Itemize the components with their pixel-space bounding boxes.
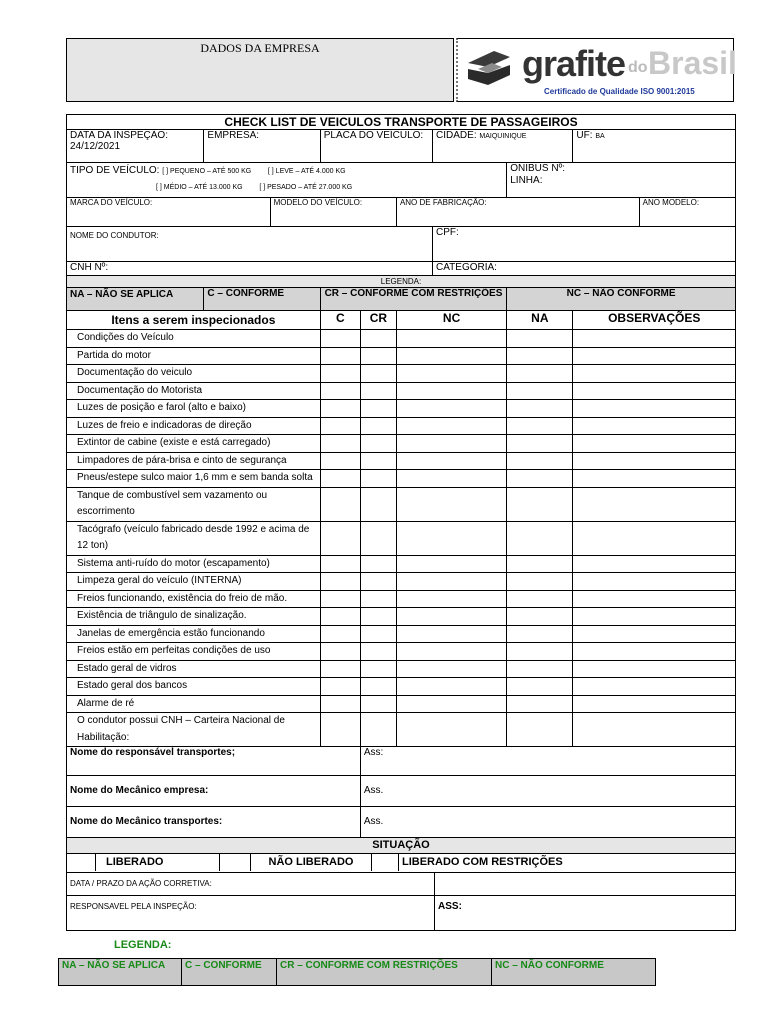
table-row <box>67 608 736 626</box>
plate-label: PLACA DO VEÍCULO: <box>323 130 424 141</box>
item-na-cell[interactable] <box>507 487 573 521</box>
table-row <box>67 660 736 678</box>
vehicle-type-label: TIPO DE VEÍCULO: <box>70 165 160 176</box>
item-c-cell[interactable] <box>320 678 360 696</box>
vehicle-brand-label: MARCA DO VEÍCULO: <box>70 198 153 207</box>
legend-nc: NC – NÃO CONFORME <box>507 288 736 311</box>
item-observation-cell[interactable] <box>573 573 736 591</box>
city-label: CIDADE: <box>436 130 477 141</box>
company-label: EMPRESA: <box>207 130 260 141</box>
item-observation-cell[interactable] <box>573 452 736 470</box>
item-label: Luzes de freio e indicadoras de direção <box>67 417 321 435</box>
item-nc-cell[interactable] <box>396 487 506 521</box>
item-c-cell[interactable] <box>320 417 360 435</box>
item-cr-cell[interactable] <box>360 487 396 521</box>
item-cr-cell[interactable] <box>360 660 396 678</box>
table-row <box>67 470 736 488</box>
manufacture-year-field[interactable] <box>396 198 639 227</box>
type-small-option[interactable]: [ ] PEQUENO – ATÉ 500 KG <box>162 168 252 175</box>
corrective-action-field[interactable] <box>67 873 435 896</box>
item-observation-cell[interactable] <box>573 555 736 573</box>
item-c-cell[interactable] <box>320 435 360 453</box>
item-label: Extintor de cabine (existe e está carregado) <box>67 435 321 453</box>
item-observation-cell[interactable] <box>573 435 736 453</box>
table-row <box>67 590 736 608</box>
item-c-cell[interactable] <box>320 470 360 488</box>
table-row <box>67 643 736 661</box>
item-na-cell[interactable] <box>507 713 573 747</box>
item-label: Alarme de ré <box>67 695 321 713</box>
inspection-responsible-field[interactable] <box>67 896 435 931</box>
item-observation-cell[interactable] <box>573 400 736 418</box>
item-c-cell[interactable] <box>320 695 360 713</box>
item-nc-cell[interactable] <box>396 713 506 747</box>
item-observation-cell[interactable] <box>573 521 736 555</box>
item-cr-cell[interactable] <box>360 470 396 488</box>
vehicle-model-label: MODELO DO VEÍCULO: <box>273 198 363 207</box>
item-observation-cell[interactable] <box>573 330 736 348</box>
item-label: Luzes de posição e farol (alto e baixo) <box>67 400 321 418</box>
col-observations: OBSERVAÇÕES <box>573 311 736 330</box>
driver-name-field[interactable] <box>67 227 433 262</box>
table-row <box>67 487 736 521</box>
company-logo <box>456 38 737 102</box>
item-nc-cell[interactable] <box>396 695 506 713</box>
signature-field-3[interactable] <box>360 807 735 838</box>
corrective-action-value[interactable] <box>435 873 736 896</box>
item-na-cell[interactable] <box>507 521 573 555</box>
table-row <box>67 382 736 400</box>
item-na-cell[interactable] <box>507 573 573 591</box>
item-observation-cell[interactable] <box>573 417 736 435</box>
plate-field[interactable] <box>320 130 432 163</box>
form-title: CHECK LIST DE VEICULOS TRANSPORTE DE PASSAGEIROS <box>67 115 736 130</box>
signature-label-3: Ass. <box>363 816 384 827</box>
col-cr: CR <box>360 311 396 330</box>
table-row <box>67 695 736 713</box>
item-cr-cell[interactable] <box>360 347 396 365</box>
item-observation-cell[interactable] <box>573 347 736 365</box>
table-row <box>67 365 736 383</box>
col-na: NA <box>507 311 573 330</box>
uf-field[interactable] <box>573 130 736 163</box>
table-row <box>67 521 736 555</box>
item-nc-cell[interactable] <box>396 417 506 435</box>
item-nc-cell[interactable] <box>396 452 506 470</box>
col-items: Itens a serem inspecionados <box>67 311 321 330</box>
city-field[interactable] <box>433 130 573 163</box>
table-row <box>67 452 736 470</box>
item-cr-cell[interactable] <box>360 678 396 696</box>
item-label: Partida do motor <box>67 347 321 365</box>
legend-c: C – CONFORME <box>204 288 320 311</box>
item-c-cell[interactable] <box>320 625 360 643</box>
uf-value: BA <box>595 133 605 140</box>
liberado-label: LIBERADO <box>96 854 220 871</box>
model-year-label: ANO MODELO: <box>642 198 700 207</box>
table-row <box>67 330 736 348</box>
inspection-date-value: 24/12/2021 <box>70 141 121 152</box>
signature-company-mechanic: Nome do Mecânico empresa: <box>67 776 361 807</box>
legend-header: LEGENDA: <box>67 276 736 288</box>
vehicle-type-field[interactable] <box>67 163 507 198</box>
item-na-cell[interactable] <box>507 365 573 383</box>
item-label: Tacógrafo (veículo fabricado desde 1992 e acima de 12 ton) <box>67 521 321 555</box>
inspection-responsible-label: RESPONSAVEL PELA INSPEÇÃO: <box>70 902 197 911</box>
item-na-cell[interactable] <box>507 695 573 713</box>
item-observation-cell[interactable] <box>573 487 736 521</box>
item-c-cell[interactable] <box>320 521 360 555</box>
item-na-cell[interactable] <box>507 555 573 573</box>
bottom-legend-title: LEGENDA: <box>114 939 172 951</box>
company-data-box <box>66 38 454 102</box>
item-na-cell[interactable] <box>507 330 573 348</box>
logo-text-brasil: Brasil <box>648 45 737 81</box>
table-row <box>67 678 736 696</box>
inspection-date-field[interactable] <box>67 130 204 163</box>
signature-field-1[interactable] <box>360 747 735 776</box>
item-na-cell[interactable] <box>507 660 573 678</box>
item-observation-cell[interactable] <box>573 678 736 696</box>
item-label: Estado geral dos bancos <box>67 678 321 696</box>
item-label: Estado geral de vidros <box>67 660 321 678</box>
item-label: O condutor possui CNH – Carteira Nacional de Habilitação: <box>67 713 321 747</box>
item-observation-cell[interactable] <box>573 608 736 626</box>
type-heavy-option[interactable]: [ ] PESADO – ATÉ 27.000 KG <box>259 184 353 191</box>
item-label: Tanque de combustível sem vazamento ou escorrimento <box>67 487 321 521</box>
item-cr-cell[interactable] <box>360 365 396 383</box>
item-na-cell[interactable] <box>507 347 573 365</box>
item-na-cell[interactable] <box>507 608 573 626</box>
item-c-cell[interactable] <box>320 452 360 470</box>
table-row <box>67 555 736 573</box>
signature-label-2: Ass. <box>363 785 384 796</box>
cnh-field[interactable] <box>67 262 433 276</box>
item-c-cell[interactable] <box>320 590 360 608</box>
liberado-restricoes-label: LIBERADO COM RESTRIÇÕES <box>402 856 563 868</box>
logo-certification: Certificado de Qualidade ISO 9001:2015 <box>544 87 695 96</box>
item-c-cell[interactable] <box>320 330 360 348</box>
item-na-cell[interactable] <box>507 590 573 608</box>
inspection-signature-field[interactable] <box>435 896 736 931</box>
item-c-cell[interactable] <box>320 382 360 400</box>
item-observation-cell[interactable] <box>573 695 736 713</box>
item-nc-cell[interactable] <box>396 330 506 348</box>
legend-cr: CR – CONFORME COM RESTRIÇÕES <box>320 288 507 311</box>
item-nc-cell[interactable] <box>396 400 506 418</box>
signature-label-1: Ass: <box>363 747 384 758</box>
item-nc-cell[interactable] <box>396 625 506 643</box>
table-row <box>67 625 736 643</box>
item-label: Sistema anti-ruído do motor (escapamento) <box>67 555 321 573</box>
col-c: C <box>320 311 360 330</box>
model-year-field[interactable] <box>639 198 735 227</box>
manufacture-year-label: ANO DE FABRICAÇÃO: <box>399 198 487 207</box>
item-observation-cell[interactable] <box>573 713 736 747</box>
item-label: Freios funcionando, existência do freio de mão. <box>67 590 321 608</box>
item-observation-cell[interactable] <box>573 625 736 643</box>
item-nc-cell[interactable] <box>396 365 506 383</box>
item-nc-cell[interactable] <box>396 435 506 453</box>
col-nc: NC <box>396 311 506 330</box>
item-c-cell[interactable] <box>320 365 360 383</box>
item-label: Pneus/estepe sulco maior 1,6 mm e sem banda solta <box>67 470 321 488</box>
item-cr-cell[interactable] <box>360 573 396 591</box>
item-nc-cell[interactable] <box>396 382 506 400</box>
corrective-action-label: DATA / PRAZO DA AÇÃO CORRETIVA: <box>70 879 212 888</box>
item-nc-cell[interactable] <box>396 643 506 661</box>
item-nc-cell[interactable] <box>396 590 506 608</box>
cnh-label: CNH Nº: <box>70 262 109 273</box>
signature-transport-mechanic: Nome do Mecânico transportes: <box>67 807 361 838</box>
checklist-table <box>66 114 736 931</box>
item-cr-cell[interactable] <box>360 417 396 435</box>
item-label: Documentação do veiculo <box>67 365 321 383</box>
item-na-cell[interactable] <box>507 452 573 470</box>
table-row <box>67 573 736 591</box>
item-nc-cell[interactable] <box>396 347 506 365</box>
uf-label: UF: <box>576 130 593 141</box>
logo-text-do: do <box>628 59 648 76</box>
cpf-label: CPF: <box>436 227 459 238</box>
liberado-restricoes-checkbox[interactable] <box>372 854 399 871</box>
item-c-cell[interactable] <box>320 555 360 573</box>
logo-text-grafite: grafite <box>522 43 626 84</box>
item-observation-cell[interactable] <box>573 365 736 383</box>
item-label: Existência de triângulo de sinalização. <box>67 608 321 626</box>
vehicle-brand-field[interactable] <box>67 198 271 227</box>
item-c-cell[interactable] <box>320 347 360 365</box>
item-na-cell[interactable] <box>507 400 573 418</box>
table-row <box>67 400 736 418</box>
item-na-cell[interactable] <box>507 382 573 400</box>
item-nc-cell[interactable] <box>396 678 506 696</box>
bottom-legend-c: C – CONFORME <box>182 959 277 986</box>
table-row <box>67 713 736 747</box>
item-na-cell[interactable] <box>507 417 573 435</box>
table-row <box>67 435 736 453</box>
liberado-checkbox[interactable] <box>67 854 96 871</box>
item-c-cell[interactable] <box>320 643 360 661</box>
category-field[interactable] <box>433 262 736 276</box>
item-cr-cell[interactable] <box>360 555 396 573</box>
inspection-signature-label: ASS: <box>438 901 462 912</box>
item-cr-cell[interactable] <box>360 521 396 555</box>
item-c-cell[interactable] <box>320 400 360 418</box>
item-c-cell[interactable] <box>320 608 360 626</box>
situation-options <box>67 854 735 871</box>
situation-row <box>67 854 736 873</box>
item-label: Freios estão em perfeitas condições de uso <box>67 643 321 661</box>
item-observation-cell[interactable] <box>573 590 736 608</box>
company-data-title: DADOS DA EMPRESA <box>200 41 320 55</box>
table-row <box>67 347 736 365</box>
item-observation-cell[interactable] <box>573 382 736 400</box>
item-c-cell[interactable] <box>320 713 360 747</box>
item-nc-cell[interactable] <box>396 470 506 488</box>
item-label: Limpeza geral do veículo (INTERNA) <box>67 573 321 591</box>
item-observation-cell[interactable] <box>573 660 736 678</box>
vehicle-model-field[interactable] <box>270 198 396 227</box>
inspection-date-label: DATA DA INSPEÇÃO: <box>70 130 168 141</box>
item-nc-cell[interactable] <box>396 660 506 678</box>
bus-number-label: ONIBUS Nº: <box>510 163 566 174</box>
type-medium-option[interactable]: [ ] MÉDIO – ATÉ 13.000 KG <box>156 184 243 191</box>
bottom-legend-table <box>58 958 656 986</box>
item-na-cell[interactable] <box>507 678 573 696</box>
item-cr-cell[interactable] <box>360 608 396 626</box>
item-c-cell[interactable] <box>320 487 360 521</box>
item-cr-cell[interactable] <box>360 435 396 453</box>
item-cr-cell[interactable] <box>360 643 396 661</box>
item-cr-cell[interactable] <box>360 382 396 400</box>
item-observation-cell[interactable] <box>573 470 736 488</box>
item-cr-cell[interactable] <box>360 452 396 470</box>
bottom-legend-na: NA – NÃO SE APLICA <box>59 959 182 986</box>
table-row <box>67 417 736 435</box>
company-field[interactable] <box>204 130 320 163</box>
item-nc-cell[interactable] <box>396 521 506 555</box>
item-label: Janelas de emergência estão funcionando <box>67 625 321 643</box>
situation-title: SITUAÇÃO <box>67 838 736 854</box>
nao-liberado-checkbox[interactable] <box>220 854 251 871</box>
signature-field-2[interactable] <box>360 776 735 807</box>
item-label: Documentação do Motorista <box>67 382 321 400</box>
item-na-cell[interactable] <box>507 435 573 453</box>
item-label: Condições do Veículo <box>67 330 321 348</box>
item-cr-cell[interactable] <box>360 695 396 713</box>
category-label: CATEGORIA: <box>436 262 497 273</box>
cpf-field[interactable] <box>433 227 736 262</box>
item-cr-cell[interactable] <box>360 713 396 747</box>
item-na-cell[interactable] <box>507 470 573 488</box>
item-c-cell[interactable] <box>320 660 360 678</box>
item-nc-cell[interactable] <box>396 608 506 626</box>
item-na-cell[interactable] <box>507 643 573 661</box>
driver-name-label: NOME DO CONDUTOR: <box>70 231 159 240</box>
signature-transport-responsible: Nome do responsável transportes; <box>67 747 361 776</box>
item-na-cell[interactable] <box>507 625 573 643</box>
bus-line-label: LINHA: <box>510 175 543 186</box>
bottom-legend-nc: NC – NÃO CONFORME <box>492 959 656 986</box>
item-nc-cell[interactable] <box>396 573 506 591</box>
bus-field[interactable] <box>507 163 736 198</box>
item-label: Limpadores de pára-brisa e cinto de segurança <box>67 452 321 470</box>
legend-na: NA – NÃO SE APLICA <box>67 288 204 311</box>
type-light-option[interactable]: [ ] LEVE – ATÉ 4.000 KG <box>267 168 346 175</box>
nao-liberado-label: NÃO LIBERADO <box>251 854 372 871</box>
bottom-legend-cr: CR – CONFORME COM RESTRIÇÕES <box>277 959 492 986</box>
item-cr-cell[interactable] <box>360 330 396 348</box>
item-cr-cell[interactable] <box>360 625 396 643</box>
item-observation-cell[interactable] <box>573 643 736 661</box>
city-value: MAIQUINIQUE <box>479 133 527 140</box>
item-cr-cell[interactable] <box>360 400 396 418</box>
item-cr-cell[interactable] <box>360 590 396 608</box>
item-nc-cell[interactable] <box>396 555 506 573</box>
item-c-cell[interactable] <box>320 573 360 591</box>
